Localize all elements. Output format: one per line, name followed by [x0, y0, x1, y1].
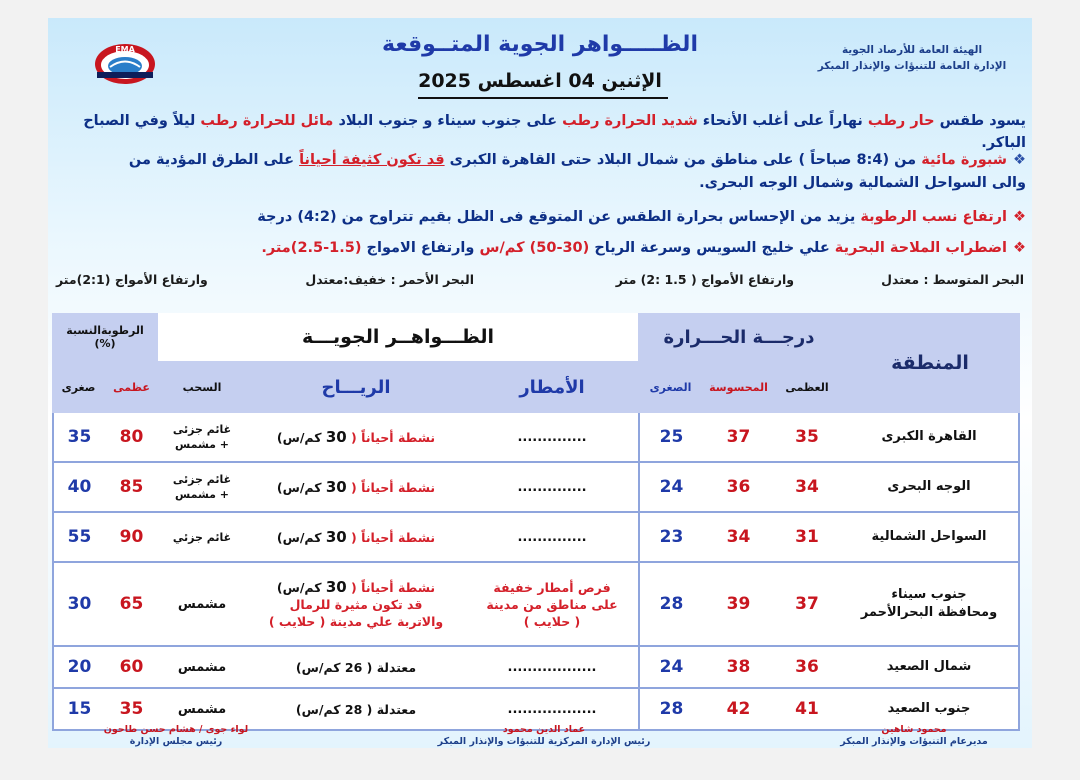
temp-feels: 36 — [703, 463, 774, 513]
temp-feels: 42 — [703, 689, 774, 731]
region-name — [840, 647, 1020, 689]
temp-max: 37 — [774, 563, 840, 647]
cloud-text: غائم جزئى — [172, 473, 232, 486]
header-temp-feels: المحسوسة — [703, 361, 774, 413]
cloud-cover — [158, 513, 246, 563]
cloud-text: مشمس — [177, 701, 227, 717]
region-name — [840, 563, 1020, 647]
temp-max: 35 — [774, 413, 840, 463]
cloud-cover — [158, 463, 246, 513]
cloud-text: غائم جزئي — [172, 530, 232, 544]
cloud-text: مشمس — [177, 659, 227, 675]
humidity-max: 65 — [105, 563, 158, 647]
temp-max: 31 — [774, 513, 840, 563]
date-underline — [418, 97, 668, 99]
red-sea-state: البحر الأحمر : خفيف:معتدل — [305, 272, 474, 287]
region-label: جنوب سيناء — [891, 587, 967, 602]
org-line-1: الهيئة العامة للأرصاد الجوية — [841, 44, 983, 56]
header-wind: الريـــاح — [246, 361, 466, 413]
humidity-max: 35 — [105, 689, 158, 731]
region-name — [840, 463, 1020, 513]
bullet-humidity: ❖ارتفاع نسب الرطوبة يزيد من الإحساس بحرارة الطقس عن المتوقع فى الظل بقيم تتراوح من (4:2) درجة — [257, 209, 1026, 225]
wind-text: معتدلة ( 26 كم/س) — [295, 659, 417, 675]
rain-forecast — [466, 413, 638, 463]
diamond-bullet-icon: ❖ — [1013, 209, 1026, 225]
sea-conditions — [56, 272, 1024, 292]
bullet-marine: ❖اضطراب الملاحة البحرية علي خليج السويس وسرعة الرياح (30-50) كم/س وارتفاع الامواج (1.5-2.5)متر. — [261, 240, 1026, 256]
rain-text: على مناطق من مدينة — [486, 596, 618, 612]
page-title: الظـــــواهر الجوية المتــوقعة — [381, 32, 698, 57]
region-label: جنوب الصعيد — [887, 701, 971, 716]
wind-forecast — [246, 647, 466, 689]
header-temperature: درجـــة الحـــرارة — [638, 313, 840, 361]
humidity-max: 85 — [105, 463, 158, 513]
cloud-cover — [158, 413, 246, 463]
temp-min: 24 — [638, 463, 703, 513]
signatures — [56, 724, 1024, 748]
temp-max: 41 — [774, 689, 840, 731]
header-region: المنطقة — [840, 313, 1020, 413]
med-sea-waves: وارتفاع الأمواج ( 1.5 :2) متر — [615, 272, 794, 287]
wind-text: معتدلة ( 28 كم/س) — [295, 701, 417, 717]
rain-text: .............. — [517, 479, 587, 495]
rain-text: .............. — [517, 529, 587, 545]
humidity-min: 20 — [52, 647, 105, 689]
rain-forecast — [466, 563, 638, 647]
humidity-min: 15 — [52, 689, 105, 731]
header-temp-max: العظمى — [774, 361, 840, 413]
rain-forecast — [466, 463, 638, 513]
wind-forecast: نشطة أحياناً ( 30 كم/س) قد تكون مثيرة للرمال والاتربة علي مدينة ( حلايب ) — [246, 563, 466, 647]
wind-forecast: نشطة أحياناً ( 30 كم/س) — [246, 513, 466, 563]
humidity-min: 55 — [52, 513, 105, 563]
forecast-date: الإثنين 04 اغسطس 2025 — [418, 70, 662, 92]
intro-paragraph: يسود طقس حار رطب نهاراً على أغلب الأنحاء شديد الحرارة رطب على جنوب سيناء و جنوب البلاد مائل للحرارة رطب ليلاً وفي الصباح الباكر. — [83, 113, 1026, 151]
temp-max: 36 — [774, 647, 840, 689]
org-line-2: الإدارة العامة للتنبؤات والإنذار المبكر — [817, 60, 1007, 72]
temp-min: 24 — [638, 647, 703, 689]
region-name — [840, 513, 1020, 563]
rain-text: .............. — [517, 429, 587, 445]
forecast-document — [48, 18, 1032, 748]
header-temp-min: الصغرى — [638, 361, 703, 413]
forecast-table — [52, 313, 1020, 719]
header-hum-min: صغرى — [52, 361, 105, 413]
red-sea-waves: وارتفاع الأمواج (2:1)متر — [56, 272, 208, 287]
cloud-text: مشمس — [177, 596, 227, 612]
rain-forecast — [466, 513, 638, 563]
signature-3: لواء جوى / هشام حسن طاحون رئيس مجلس الإدارة — [103, 724, 249, 747]
temp-feels: 38 — [703, 647, 774, 689]
humidity-min: 40 — [52, 463, 105, 513]
wind-forecast: نشطة أحياناً ( 30 كم/س) — [246, 413, 466, 463]
humidity-min: 30 — [52, 563, 105, 647]
region-label: شمال الصعيد — [886, 659, 972, 674]
cloud-text: + مشمس — [175, 488, 229, 501]
diamond-bullet-icon: ❖ — [1013, 152, 1026, 168]
header-humidity: الرطوبةالنسبة (%) — [52, 313, 158, 361]
cloud-text: + مشمس — [175, 438, 229, 451]
temp-feels: 34 — [703, 513, 774, 563]
header-hum-max: عظمى — [105, 361, 158, 413]
humidity-max: 60 — [105, 647, 158, 689]
cloud-cover — [158, 647, 246, 689]
humidity-min: 35 — [52, 413, 105, 463]
temp-max: 34 — [774, 463, 840, 513]
rain-text: ( حلايب ) — [523, 613, 581, 629]
bullet-fog: ❖شبورة مائية من (8:4 صباحاً ) على مناطق من شمال البلاد حتى القاهرة الكبرى قد تكون كثيفة أحياناً على الطرق المؤدية من والى السواحل الشمالية وشمال الوجه البحرى. — [128, 152, 1026, 191]
humidity-max: 90 — [105, 513, 158, 563]
logo-text: EMA — [115, 45, 135, 54]
temp-min: 23 — [638, 513, 703, 563]
header-phenomena: الظـــواهــر الجويـــة — [158, 313, 638, 361]
region-name — [840, 413, 1020, 463]
rain-text: .................. — [507, 659, 597, 675]
rain-text: .................. — [507, 701, 597, 717]
signature-1: محمود شاهين مديرعام التنبؤات والإنذار المبكر — [840, 724, 988, 747]
temp-min: 25 — [638, 413, 703, 463]
humidity-max: 80 — [105, 413, 158, 463]
region-label: ومحافظة البحرالأحمر — [860, 605, 998, 620]
region-label: السواحل الشمالية — [871, 529, 987, 544]
diamond-bullet-icon: ❖ — [1013, 240, 1026, 256]
rain-forecast — [466, 647, 638, 689]
header-rain: الأمطار — [466, 361, 638, 413]
med-sea-state: البحر المتوسط : معتدل — [881, 272, 1024, 287]
temp-feels: 39 — [703, 563, 774, 647]
rain-text: فرص أمطار خفيفة — [493, 579, 611, 595]
region-label: القاهرة الكبرى — [881, 429, 977, 444]
cloud-text: غائم جزئى — [172, 423, 232, 436]
temp-min: 28 — [638, 563, 703, 647]
wind-forecast: نشطة أحياناً ( 30 كم/س) — [246, 463, 466, 513]
signature-2: عماد الدين محمود رئيس الإدارة المركزية للتنبؤات والإنذار المبكر — [437, 724, 651, 747]
temp-min: 28 — [638, 689, 703, 731]
cloud-cover — [158, 563, 246, 647]
region-label: الوجه البحرى — [887, 479, 971, 494]
temp-feels: 37 — [703, 413, 774, 463]
header-cloud: السحب — [158, 361, 246, 413]
